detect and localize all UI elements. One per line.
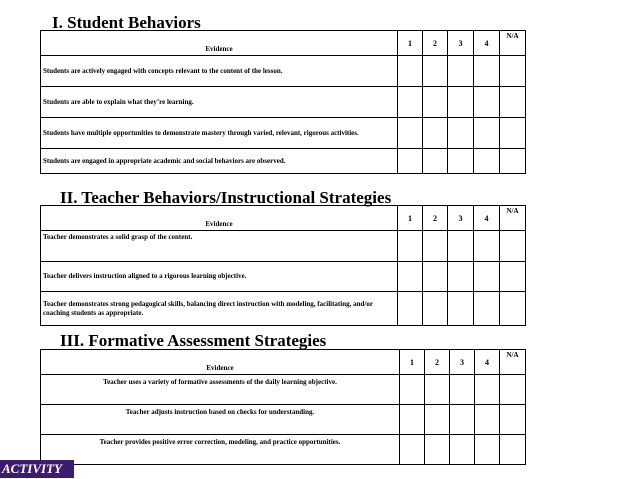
section-1-header-row [41,31,526,56]
section-1-title: I. Student Behaviors [52,13,201,32]
score-cell-4[interactable] [475,375,500,405]
na-cell[interactable] [500,262,526,292]
score-cell-1[interactable] [400,375,425,405]
score-cell-2[interactable] [423,292,448,326]
score-header-1: 1 [400,350,425,375]
na-cell[interactable] [500,87,526,118]
evidence-cell: Teacher demonstrates strong pedagogical skills, balancing direct instruction with modeling, facilitating, and/or coaching students as appropriate. [41,292,398,326]
score-cell-1[interactable] [398,231,423,262]
evidence-cell: Teacher delivers instruction aligned to a rigorous learning objective. [41,262,398,292]
score-cell-2[interactable] [423,87,448,118]
score-cell-3[interactable] [450,375,475,405]
score-header-3: 3 [450,350,475,375]
score-header-4: 4 [474,31,500,56]
evidence-header: Evidence [41,206,398,231]
evidence-cell: Students have multiple opportunities to demonstrate mastery through varied, relevant, rigorous activities. [41,118,398,149]
score-cell-3[interactable] [448,231,474,262]
score-cell-2[interactable] [423,231,448,262]
section-3-header-row [41,350,526,375]
na-cell[interactable] [500,118,526,149]
section-2-table [40,205,526,326]
score-cell-1[interactable] [398,118,423,149]
score-header-4: 4 [474,206,500,231]
score-cell-3[interactable] [450,435,475,465]
score-cell-3[interactable] [448,292,474,326]
score-header-2: 2 [425,350,450,375]
score-cell-4[interactable] [474,118,500,149]
evidence-cell: Teacher uses a variety of formative assessments of the daily learning objective. [41,375,400,405]
evidence-cell: Teacher adjusts instruction based on checks for understanding. [41,405,400,435]
score-cell-3[interactable] [448,118,474,149]
evidence-cell: Teacher provides positive error correction, modeling, and practice opportunities. [41,435,400,465]
score-cell-1[interactable] [398,56,423,87]
evidence-cell: Students are engaged in appropriate academic and social behaviors are observed. [41,149,398,174]
section-2-header-row [41,206,526,231]
score-header-1: 1 [398,31,423,56]
score-cell-4[interactable] [474,231,500,262]
na-cell[interactable] [500,292,526,326]
score-cell-3[interactable] [448,262,474,292]
score-cell-4[interactable] [475,405,500,435]
score-cell-1[interactable] [400,435,425,465]
table-row [41,231,526,262]
score-cell-4[interactable] [474,149,500,174]
score-cell-2[interactable] [425,375,450,405]
score-header-4: 4 [475,350,500,375]
score-cell-2[interactable] [425,435,450,465]
table-row [41,262,526,292]
table-row [41,435,526,465]
section-3-table [40,349,526,465]
evidence-header: Evidence [41,31,398,56]
score-cell-2[interactable] [423,149,448,174]
section-3-title: III. Formative Assessment Strategies [60,331,327,350]
evidence-cell: Students are actively engaged with concepts relevant to the content of the lesson. [41,56,398,87]
score-cell-4[interactable] [474,87,500,118]
score-header-3: 3 [448,206,474,231]
score-cell-2[interactable] [425,405,450,435]
score-cell-3[interactable] [450,405,475,435]
na-header: N/A [500,350,526,375]
na-cell[interactable] [500,405,526,435]
score-cell-4[interactable] [474,56,500,87]
score-header-2: 2 [423,31,448,56]
score-cell-4[interactable] [474,262,500,292]
na-header: N/A [500,31,526,56]
evidence-cell: Teacher demonstrates a solid grasp of the content. [41,231,398,262]
score-cell-1[interactable] [398,87,423,118]
na-cell[interactable] [500,435,526,465]
evidence-header: Evidence [41,350,400,375]
table-row [41,292,526,326]
score-cell-1[interactable] [398,149,423,174]
score-cell-1[interactable] [398,262,423,292]
table-row [41,149,526,174]
na-cell[interactable] [500,56,526,87]
na-header: N/A [500,206,526,231]
section-2-title: II. Teacher Behaviors/Instructional Strategies [60,188,392,207]
score-cell-3[interactable] [448,87,474,118]
score-cell-4[interactable] [475,435,500,465]
score-cell-3[interactable] [448,56,474,87]
score-cell-1[interactable] [398,292,423,326]
score-header-2: 2 [423,206,448,231]
table-row [41,405,526,435]
score-header-1: 1 [398,206,423,231]
score-cell-2[interactable] [423,118,448,149]
evidence-cell: Students are able to explain what they’re learning. [41,87,398,118]
section-1-table [40,30,526,174]
na-cell[interactable] [500,375,526,405]
table-row [41,118,526,149]
score-cell-4[interactable] [474,292,500,326]
table-row [41,87,526,118]
activity-label: ACTIVITY [0,460,74,478]
na-cell[interactable] [500,231,526,262]
score-cell-2[interactable] [423,262,448,292]
table-row [41,56,526,87]
score-cell-3[interactable] [448,149,474,174]
score-header-3: 3 [448,31,474,56]
score-cell-1[interactable] [400,405,425,435]
na-cell[interactable] [500,149,526,174]
table-row [41,375,526,405]
score-cell-2[interactable] [423,56,448,87]
